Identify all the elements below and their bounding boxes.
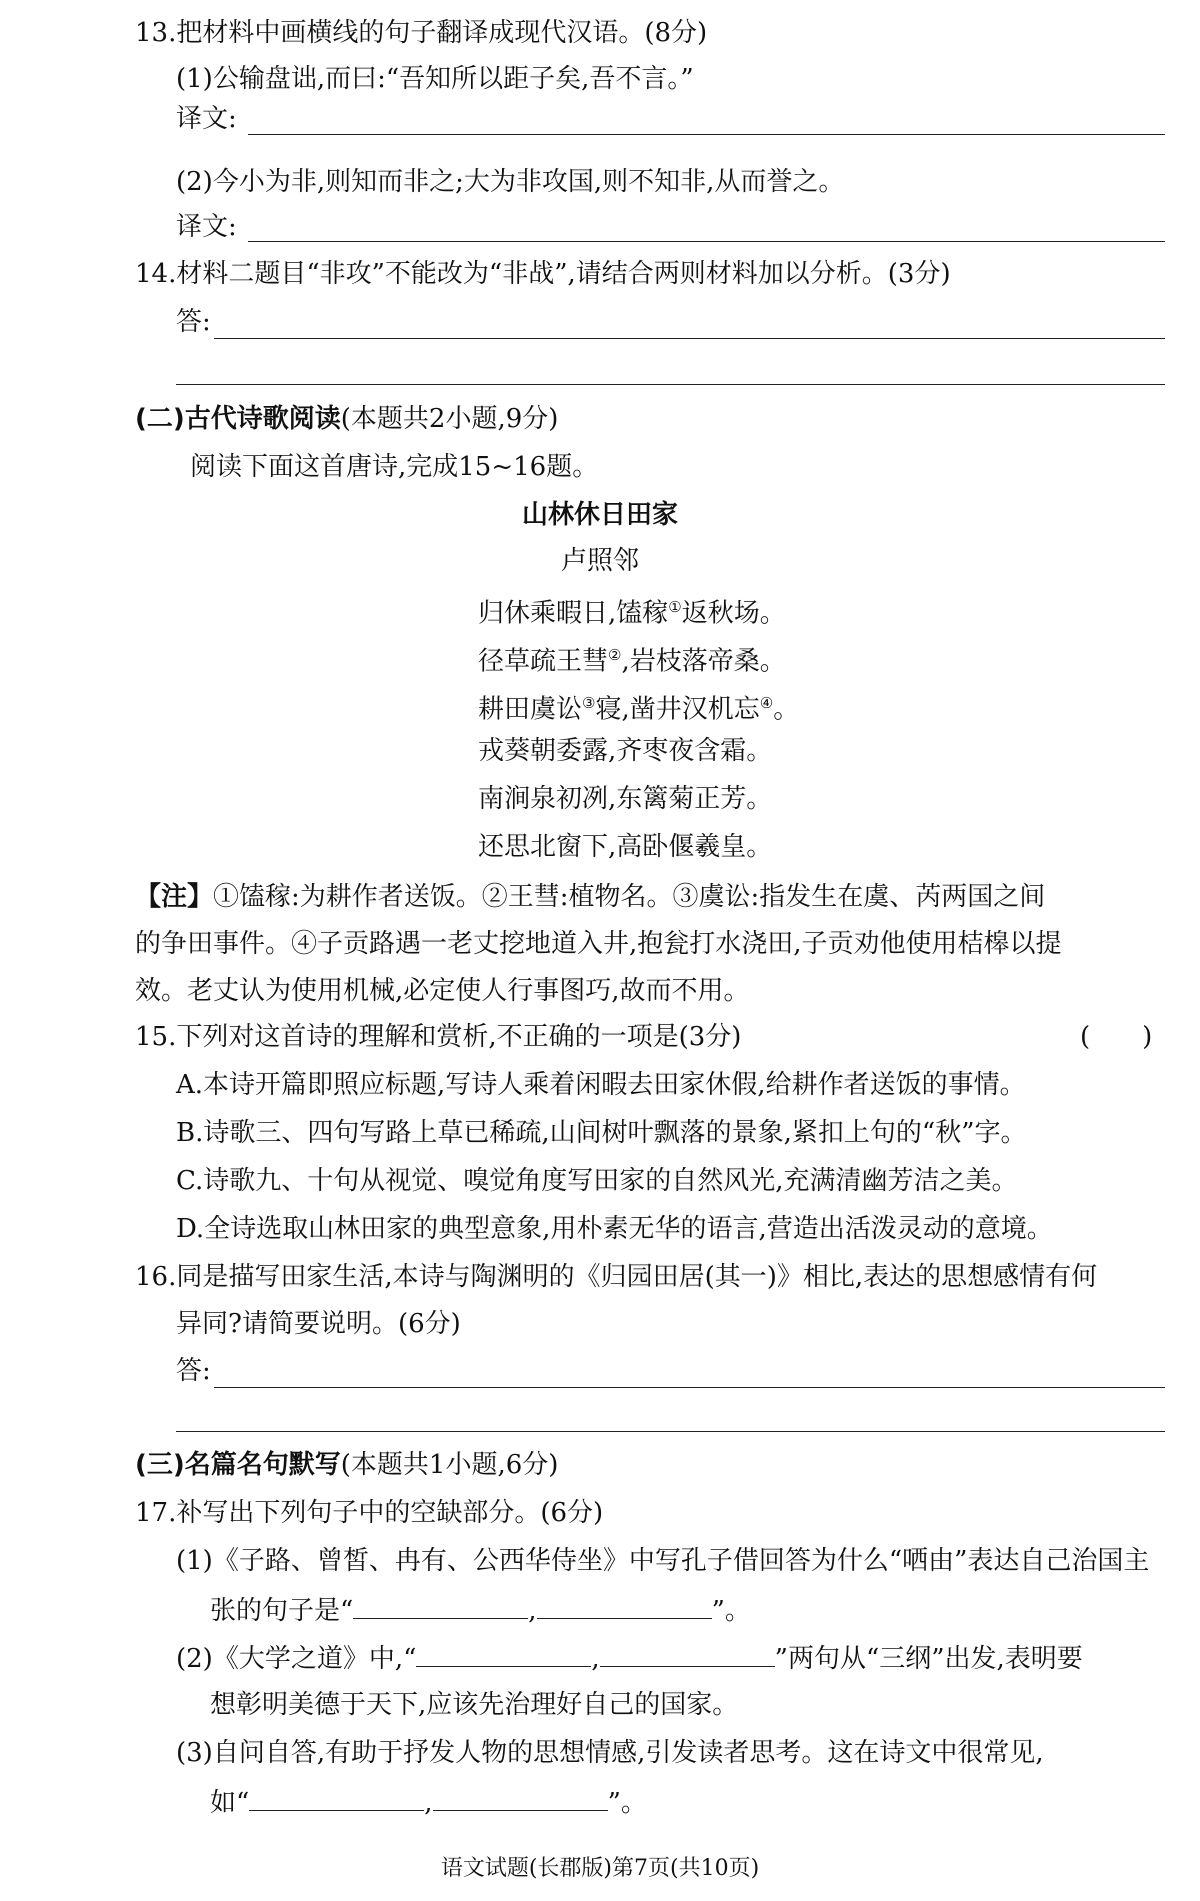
poem-text: 归休乘暇日,馌稼 bbox=[478, 598, 669, 629]
section-2-intro: 阅读下面这首唐诗,完成15~16题。 bbox=[190, 452, 599, 482]
answer-line[interactable] bbox=[248, 134, 1165, 135]
q17-text: 张的句子是“ bbox=[210, 1596, 354, 1626]
q17-part1-line1: (1)《子路、曾皙、冉有、公西华侍坐》中写孔子借回答为什么“哂由”表达自己治国主 bbox=[176, 1546, 1150, 1576]
q13-part1: (1)公输盘诎,而曰:“吾知所以距子矣,吾不言。” bbox=[176, 64, 694, 94]
q13-part2-label: 译文: bbox=[176, 212, 237, 242]
q17-part2-line2: 想彰明美德于天下,应该先治理好自己的国家。 bbox=[210, 1690, 739, 1720]
answer-line[interactable] bbox=[248, 241, 1165, 242]
fill-blank[interactable] bbox=[600, 1640, 775, 1667]
poem-text: 返秋场。 bbox=[681, 598, 786, 629]
q17-part1-line2 bbox=[210, 1592, 751, 1628]
poem-title: 山林休日田家 bbox=[521, 500, 678, 530]
poem-text: 径草疏王彗 bbox=[478, 646, 609, 677]
answer-bracket[interactable]: ( ) bbox=[1080, 1022, 1153, 1052]
q16-label: 答: bbox=[176, 1356, 211, 1386]
note-line-1 bbox=[135, 880, 1045, 914]
poem-text: 寝,凿井汉机忘 bbox=[595, 694, 760, 725]
note-marker: ① bbox=[668, 598, 682, 616]
note-text: ①馌稼:为耕作者送饭。②王彗:植物名。③虞讼:指发生在虞、芮两国之间 bbox=[213, 882, 1046, 912]
q13-stem: 13.把材料中画横线的句子翻译成现代汉语。(8分) bbox=[135, 18, 708, 48]
fill-blank[interactable] bbox=[433, 1784, 608, 1811]
q14-label: 答: bbox=[176, 307, 211, 337]
q17-text: , bbox=[591, 1644, 600, 1674]
fill-blank[interactable] bbox=[353, 1592, 528, 1619]
section-3-heading bbox=[135, 1448, 558, 1482]
option-b: B.诗歌三、四句写路上草已稀疏,山间树叶飘落的景象,紧扣上句的“秋”字。 bbox=[176, 1118, 1027, 1148]
poem-text: 耕田虞讼 bbox=[478, 694, 583, 725]
q17-part3-line2 bbox=[210, 1784, 647, 1820]
poem-author: 卢照邻 bbox=[560, 546, 639, 576]
note-label: 【注】 bbox=[135, 882, 214, 912]
poem-line-1 bbox=[478, 590, 786, 631]
q17-part2-line1 bbox=[176, 1640, 1083, 1676]
section-subtitle: (本题共2小题,9分) bbox=[340, 404, 559, 434]
q17-text: , bbox=[424, 1788, 433, 1818]
q17-text: , bbox=[528, 1596, 537, 1626]
q17-text: ”。 bbox=[607, 1788, 647, 1818]
note-marker: ④ bbox=[759, 694, 774, 712]
q17-text: (2)《大学之道》中,“ bbox=[176, 1644, 417, 1674]
q17-part3-line1: (3)自问自答,有助于抒发人物的思想情感,引发读者思考。这在诗文中很常见, bbox=[176, 1738, 1044, 1768]
section-subtitle: (本题共1小题,6分) bbox=[340, 1450, 559, 1480]
note-marker: ② bbox=[608, 646, 622, 664]
poem-text: ,岩枝落帝桑。 bbox=[621, 646, 786, 677]
answer-line[interactable] bbox=[214, 338, 1165, 339]
q16-stem-2: 异同?请简要说明。(6分) bbox=[176, 1309, 461, 1339]
fill-blank[interactable] bbox=[249, 1784, 424, 1811]
answer-line[interactable] bbox=[214, 1387, 1165, 1388]
q14-stem: 14.材料二题目“非攻”不能改为“非战”,请结合两则材料加以分析。(3分) bbox=[135, 259, 951, 289]
fill-blank[interactable] bbox=[416, 1640, 591, 1667]
option-a: A.本诗开篇即照应标题,写诗人乘着闲暇去田家休假,给耕作者送饭的事情。 bbox=[176, 1070, 1026, 1100]
option-d: D.全诗选取山林田家的典型意象,用朴素无华的语言,营造出活泼灵动的意境。 bbox=[176, 1214, 1053, 1244]
q15-stem: 15.下列对这首诗的理解和赏析,不正确的一项是(3分) bbox=[135, 1022, 742, 1052]
note-line-2: 的争田事件。④子贡路遇一老丈挖地道入井,抱瓮打水浇田,子贡劝他使用桔槔以提 bbox=[135, 929, 1062, 959]
section-2-heading bbox=[135, 402, 558, 436]
q17-text: ”。 bbox=[711, 1596, 751, 1626]
q17-text: 如“ bbox=[210, 1788, 250, 1818]
section-title: (二)古代诗歌阅读 bbox=[135, 404, 341, 434]
poem-line-6: 还思北窗下,高卧偃羲皇。 bbox=[478, 832, 773, 862]
q17-text: ”两句从“三纲”出发,表明要 bbox=[774, 1644, 1083, 1674]
poem-line-4: 戎葵朝委露,齐枣夜含霜。 bbox=[478, 736, 773, 766]
fill-blank[interactable] bbox=[537, 1592, 712, 1619]
answer-line[interactable] bbox=[176, 384, 1165, 385]
option-c: C.诗歌九、十句从视觉、嗅觉角度写田家的自然风光,充满清幽芳洁之美。 bbox=[176, 1166, 1018, 1196]
poem-line-5: 南涧泉初冽,东篱菊正芳。 bbox=[478, 784, 773, 814]
poem-line-3 bbox=[478, 686, 799, 727]
page-footer: 语文试题(长郡版)第7页(共10页) bbox=[440, 1856, 760, 1881]
q13-part1-label: 译文: bbox=[176, 104, 237, 134]
note-marker: ③ bbox=[582, 694, 596, 712]
answer-line[interactable] bbox=[176, 1431, 1165, 1432]
poem-line-2 bbox=[478, 638, 786, 679]
q13-part2: (2)今小为非,则知而非之;大为非攻国,则不知非,从而誉之。 bbox=[176, 167, 845, 197]
note-line-3: 效。老丈认为使用机械,必定使人行事图巧,故而不用。 bbox=[135, 976, 750, 1006]
poem-text: 。 bbox=[773, 694, 800, 725]
q16-stem-1: 16.同是描写田家生活,本诗与陶渊明的《归园田居(其一)》相比,表达的思想感情有何 bbox=[135, 1262, 1098, 1292]
section-title: (三)名篇名句默写 bbox=[135, 1450, 341, 1480]
q17-stem: 17.补写出下列句子中的空缺部分。(6分) bbox=[135, 1498, 604, 1528]
